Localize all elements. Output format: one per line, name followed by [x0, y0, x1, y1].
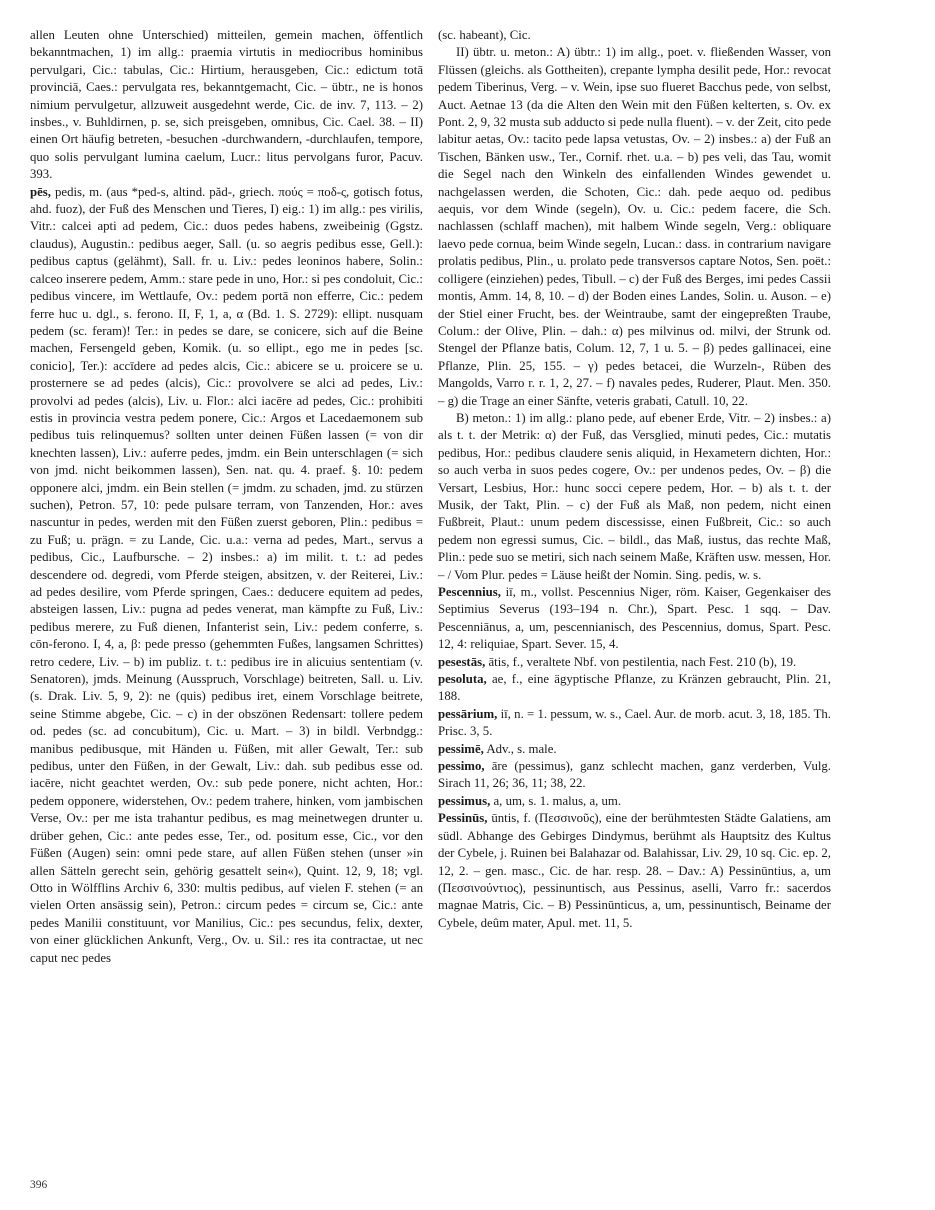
entry-text: iī, n. = 1. pessum, w. s., Cael. Aur. de morb. acut. 3, 18, 185. Th. Prisc. 3, 5. — [438, 706, 831, 739]
dictionary-entry — [438, 793, 831, 810]
left-column — [30, 27, 423, 967]
headword: pēs, — [30, 184, 51, 199]
entry-text: āre (pessimus), ganz schlecht machen, ganz verderben, Vulg. Sirach 11, 26; 36, 11; 38, 22. — [438, 759, 832, 791]
entry-text: II) übtr. u. meton.: A) übtr.: 1) im allg., poet. v. fließenden Wasser, von Flüssen (gleichs. als Gottheiten), crepante lympha desilit pede, Hor.: revocat pedem Tiberinus, Verg. – v. Wein, ipse suo flueret Bacchus pede, von selbst, Auct. Aetnae 13 (da die Alten den Wein mit den Füßen kelterten, s. Ov. ex Pont. 2, 9, 32 musta sub adducto si pede nulla fluent). – v. der Zeit, cito pede labitur aetas, Ov.: tacito pede lapsa vetustas, Ov. – 2) insbes.: a) der Fuß an Tischen, Bänken usw., Ter., Cornif. rhet. u.a. – b) pes veli, das Tau, womit die Segel nach den Winkeln des einfallenden Windes gewendet u. nachgelassen werden, die Schoten, Cic.: dah. pede aequo od. pedibus aequis, vor dem Winde (segeln), Ov. u. Cic.: pedem facere, die Sch. nachlassen (schlaff machen), mit halbem Winde segeln, Verg.: obliquare laevo pede cornua, beim Winde segeln, Lucan.: dass. in contrarium navigare prolatis pedibus, Plin., u. prolato pede transversos captare Notos, Sen. poët.: colligere (einziehen) pedes, Tibull. – c) der Fuß des Berges, imi pedes Cassii montis, Amm. 14, 8, 10. – d) der Boden eines Landes, Solin. u. Auson. – e) der Stiel einer Frucht, bes. der Weintraube, samt der eingepreßten Traube, Colum.: der Olive, Plin. – dah.: α) pes milvinus od. milvi, der Strunk od. Stengel der Pflanze batis, Colum. 12, 7, 1 u. 5. – β) pedes gallinacei, eine Pflanze, Plin. 25, 155. – γ) pedes betacei, die Wurzeln-, Rüben des Mangolds, Varro r. r. 1, 2, 27. – f) navales pedes, Ruderer, Plaut. Men. 350. – g) die Trage an einer Sänfte, veteris grabati, Catull. 10, 22. — [438, 45, 831, 408]
headword: pesoluta, — [438, 672, 487, 687]
entry-text: B) meton.: 1) im allg.: plano pede, auf ebener Erde, Vitr. – 2) insbes.: a) als t. t. der Metrik: α) der Fuß, das Versglied, minuti pedes, Cic.: mutatis pedibus, Hor.: pedibus claudere senis aliquid, in Hexametern dichten, Hor.: so auch verba in suos pedes cogere, Ov.: per undenos pedes, Ov. – β) die Versart, Lesbius, Hor.: hunc socci cepere pedem, Hor. – b) als t. t. der Musik, der Takt, Plin. – c) der Fuß als Maß, non pedem, nicht einen Fußbreit, Plaut.: unum pedem discessisse, einen Fußbreit, Cic.: so auch pedem non egressi sumus, Cic. – bildl., das Maß, iustus, das rechte Maß, Plin.: pede suo se metiri, sich nach seinem Maße, Kräften usw. messen, Hor. – / Vom Plur. pedes = Läuse heißt der Nomin. Sing. pedis, w. s. — [438, 410, 831, 582]
headword: Pessinūs, — [438, 811, 488, 826]
entry-text: pedis, m. (aus *ped-s, altind. păd-, griech. πούς = ποδ-ς, gotisch fotus, ahd. fuoz), der Fuß des Menschen und Tieres, I) eig.: 1) im allg.: pes virilis, Vitr.: calcei apti ad pedem, Cic.: duos pedes habens, zweibeinig (Ggstz. claudus), Augustin.: pedibus aeger, Sall. (u. so aegris pedibus esse, Gell.): pedibus captus (gelähmt), Sall. fr. u. Liv.: pedes leoninos habere, Solin.: calceo inserere pedem, Amm.: stare pede in uno, Hor.: si pes condoluit, Cic.: pedibus vincere, im Wettlaufe, Ov.: pedem portā non efferre, Cic.: pedem ferre huc u. dgl., s. ferono. II, F, 1, a, α (Bd. 1. S. 2729): ellipt. nusquam pedem (sc. feram)! Ter.: in pedes se dare, se conicere, sich auf die Beine machen, Fersengeld geben, Komik. (u. so ellipt., ego me in pedes [sc. conicio], Ter.): accīdere ad pedes alcis, Cic.: abicere se u. proicere se u. prosternere se ad pedes (alcis), Cic.: provolvere se alci ad pedes, Liv.: provolvi ad pedes (alcis), Liv. u. Flor.: alci iacēre ad pedes, Cic.: prohibiti estis in provincia vestra pedem ponere, Cic.: Argos et Lacedaemonem sub pedibus tuis relinquemus? sollten unter deinen Füßen lassen (= von dir knechten lassen), Liv.: auferre pedes, jmdm. ein Bein unterschlagen (= sich von jmd. nicht beikommen lassen), Sen. nat. qu. 4. praef. §. 10: pedem opponere alci, jmdm. ein Bein stellen (= jmdm. zu schaden, jmd. zu stürzen suchen), Petron. 57, 10: pede pulsare terram, von Tanzenden, Hor.: aves nascuntur in pedes, werden mit den Füßen zuerst geboren, Plin.: pedibus = zu Fuß; u. prägn. = zu Lande, Cic. u.a.: verna ad pedes, Mart., servus a pedibus, Cic., Laufbursche. – 2) insbes.: a) im milit. t. t.: ad pedes descendere od. degredi, vom Pferde steigen, absitzen, v. der Reiterei, Liv.: ad pedes desilire, vom Pferde springen, Caes.: deducere equitem ad pedes, absteigen lassen, Liv.: pugna ad pedes venerat, man kämpfte zu Fuß, Liv.: pedibus merere, zu Fuß dienen, Infanterist sein, Liv.: pedem conferre, s. cōn-ferono. I, 4, a, β: pede presso (gehemmten Fußes, langsamen Schrittes) retro cedere, Liv. – b) im publiz. t. t.: pedibus ire in alicuius sententiam (v. Senatoren), jmds. Meinung (Ausspruch, Vorschlage) beitreten, Sall. u. Liv. (s. Drak. Liv. 5, 9, 2): ne (quis) pedibus iret, einem Vorschlage beitrete, seine Stimme abgebe, Cic. – c) in der obszönen Redensart: tollere pedem od. pedes (sc. ad concubitum), Cic. u. Mart. – 3) in bildl. Verbndgg.: manibus pedibusque, mit Händen u. Füßen, mit aller Gewalt, Ter.: sub pedibus, unter den Füßen, in der Gewalt, Liv.: dah. sub pedibus esse od. iacēre, nicht geachtet werden, Ov.: sub pede ponere, nicht achten, Hor.: pedem opponere, widerstehen, Ov.: pedem trahere, hinken, vom jambischen Verse, Ov.: per me ista trahantur pedibus, es mag meinetwegen drunter u. drüber gehen, Cic.: ante pedes esse, Ter., od. positum esse, Cic., vor den Füßen (Augen) sein: omni pede stare, auf allen Füßen stehen (unser »in allen Sätteln gerecht sein, gehörig gesattelt sein«), Quint. 12, 9, 18; vgl. Otto in Wölfflins Archiv 6, 330: multis pedibus, auf vielen F. stehen (= an vielen Orten ansässig sein), Petron.: circum pedes = circum se, Cic.: ante pedes Manilii constituunt, vor Manilius, Cic.: pes secundus, felix, dexter, von einer glücklichen Ankunft, Verg., Ov. u. Sil.: res ita contractae, ut nec caput nec pedes — [30, 184, 423, 965]
dictionary-entry — [438, 410, 831, 584]
dictionary-entry — [30, 184, 423, 967]
dictionary-entry — [438, 758, 831, 793]
right-column — [438, 27, 831, 932]
headword: pessimus, — [438, 793, 491, 808]
entry-text: iī, m., vollst. Pescennius Niger, röm. Kaiser, Gegenkaiser des Septimius Severus (193–194 n. Chr.), Spart. Pesc. 1 sqq. – Dav. Pescenniānus, a, um, pescennianisch, des Pescennius, domus, Spart. Pesc. 12, 4: reliquiae, Spart. Sever. 15, 4. — [438, 585, 831, 652]
headword: pessimē, — [438, 741, 484, 756]
dictionary-entry — [438, 27, 831, 44]
dictionary-entry — [438, 810, 831, 932]
entry-text: ae, f., eine ägyptische Pflanze, zu Kränzen gebraucht, Plin. 21, 188. — [438, 672, 832, 704]
dictionary-entry — [438, 654, 831, 671]
headword: pessārium, — [438, 706, 498, 721]
entry-text: Adv., s. male. — [486, 741, 557, 756]
dictionary-entry — [438, 741, 831, 758]
dictionary-entry — [438, 671, 831, 706]
entry-text: (sc. habeant), Cic. — [438, 28, 531, 42]
dictionary-entry — [438, 706, 831, 741]
entry-text: allen Leuten ohne Unterschied) mitteilen, gemein machen, öffentlich bekanntmachen, 1) im allg.: praemia virtutis in mediocribus hominibus pervulgari, Cic.: tabulas, Cic.: Hirtium, herausgeben, Cic.: edictum totā provinciā, Caes.: pervulgata res, bekanntgemacht, Cic. – übtr., ne is honos nimium pervulgetur, allzuweit ausgedehnt werde, Cic. de inv. 7, 113. – 2) insbes., v. Buhldirnen, p. se, sich preisgeben, omnibus, Cic. Cael. 38. – II) einen Ort häufig betreten, -besuchen -durchwandern, -durchlaufen, tempore, quo solis pervulgant lumina caelum, Lucr.: litus pervolgans furor, Pacuv. 393. — [30, 28, 423, 182]
headword: pesestās, — [438, 654, 486, 669]
entry-text: ātis, f., veraltete Nbf. von pestilentia, nach Fest. 210 (b), 19. — [488, 654, 797, 669]
dictionary-entry — [30, 27, 423, 184]
entry-text: ūntis, f. (Πεσσινοῦς), eine der berühmtesten Städte Galatiens, am südl. Abhange des Gebirges Dindymus, berühmt als Hauptsitz des Kultus der Cybele, j. Ruinen bei Balahazar od. Balahissar, Liv. 29, 10 sq. Cic. ep. 2, 12, 2. – gen. masc., Cic. de har. resp. 28. – Dav.: A) Pessinūntius, a, um (Πεσσινούντιος), pessinuntisch, aus Pessinus, aselli, Varro fr.: sacerdos magnae Matris, Cic. – B) Pessinūnticus, a, um, pessinuntisch, Beiname der Cybele, deûm mater, Apul. met. 11, 5. — [438, 811, 831, 930]
headword: Pescennius, — [438, 585, 501, 599]
dictionary-entry — [438, 44, 831, 410]
entry-text: a, um, s. 1. malus, a, um. — [493, 793, 622, 808]
dictionary-entry — [438, 584, 831, 654]
headword: pessimo, — [438, 759, 485, 774]
page-number: 396 — [30, 1179, 48, 1191]
